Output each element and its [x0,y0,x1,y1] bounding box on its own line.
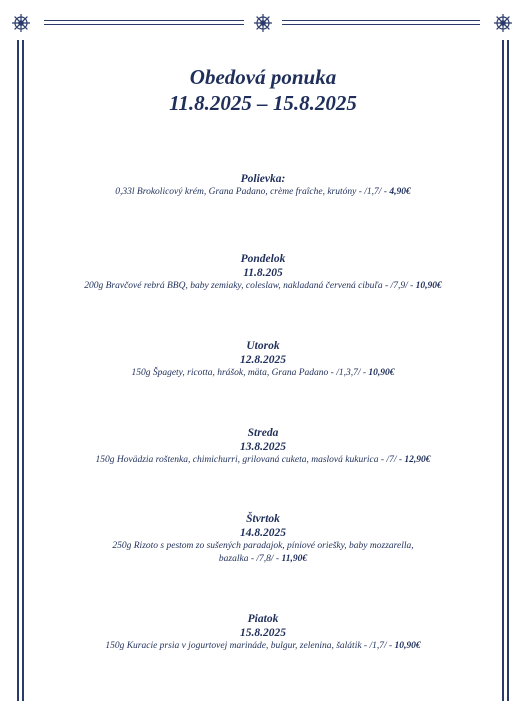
section-date: 13.8.2025 [240,441,286,453]
dish-description: 150g Špagety, ricotta, hrášok, mäta, Grana Padano - /1,3,7/ - 10,90€ [131,368,395,378]
section-date: 11.8.205 [243,267,283,279]
section-date: 15.8.2025 [240,627,286,639]
frame-top-left [44,20,244,21]
dish-price: 4,90€ [389,187,411,197]
dish-description: 150g Kuracie prsia v jogurtovej marináde, bulgur, zelenina, šalátik - /1,7/ - 10,90€ [105,641,421,651]
dish-description-cont: bazalka - /7,8/ - 11,90€ [218,554,308,564]
section-heading: Štvrtok [246,513,280,525]
section-date: 14.8.2025 [240,527,286,539]
frame-left-outer [17,40,19,701]
section-heading: Utorok [246,340,280,352]
section-heading: Streda [247,427,279,439]
dish-description: 200g Bravčové rebrá BBQ, baby zemiaky, coleslaw, nakladaná červená cibuľa - /7,9/ - 10,90€ [84,281,442,291]
dish-price: 10,90€ [415,281,442,291]
frame-right-inner [502,40,504,701]
ship-wheel-icon [10,12,32,34]
section-friday [30,612,496,653]
dish-description: 0,33l Brokolicový krém, Grana Padano, crème fraîche, krutóny - /1,7/ - 4,90€ [115,187,411,197]
frame-top-right [282,20,480,21]
dish-description: 150g Hovädzia roštenka, chimichurri, grilovaná cuketa, maslová kukurica - /7/ - 12,90€ [95,455,431,465]
frame-right-outer [507,40,509,701]
dish-price: 11,90€ [281,554,308,564]
section-heading: Piatok [247,613,279,625]
ship-wheel-icon [252,12,274,34]
frame-top-left-2 [44,24,244,25]
section-tuesday [30,339,496,380]
menu-title: Obedová ponuka [189,65,337,89]
frame-top-right-2 [282,24,480,25]
dish-price: 12,90€ [404,455,431,465]
section-thursday [30,512,496,566]
dish-description: 250g Rizoto s pestom zo sušených paradajok, píniové oriešky, baby mozzarella, [112,541,414,551]
menu-date-range: 11.8.2025 – 15.8.2025 [169,91,357,115]
dish-price: 10,90€ [394,641,421,651]
section-wednesday [30,426,496,467]
section-date: 12.8.2025 [240,354,286,366]
frame-left-inner [22,40,24,701]
section-monday [30,252,496,293]
section-heading: Pondelok [240,253,286,265]
dish-price: 10,90€ [368,368,395,378]
section-heading: Polievka: [240,173,286,185]
section-soup [30,172,496,199]
ship-wheel-icon [492,12,514,34]
